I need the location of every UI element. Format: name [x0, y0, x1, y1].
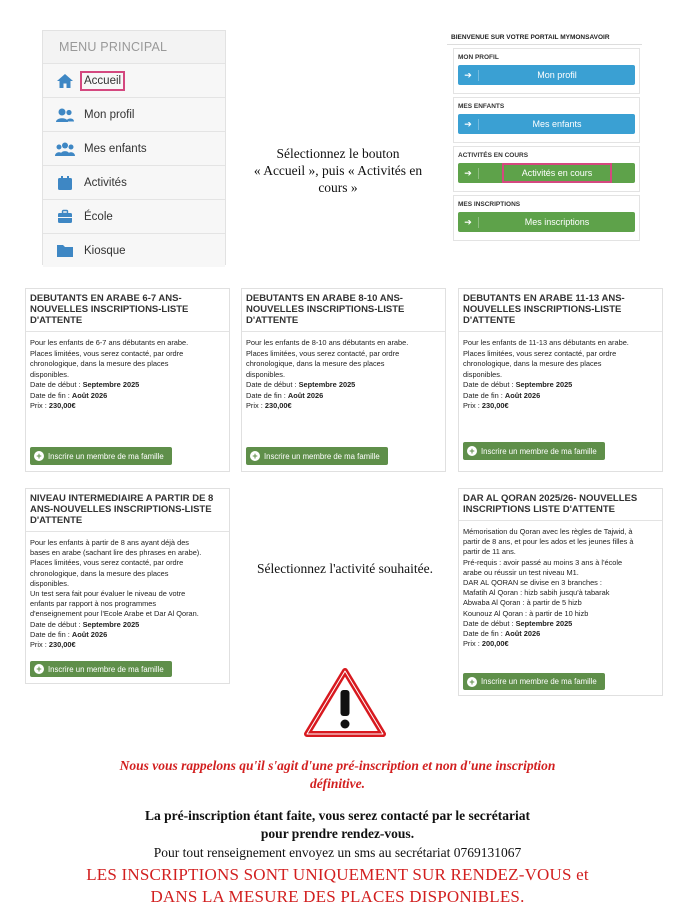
card-body	[459, 332, 662, 412]
activity-card-6-7	[25, 288, 230, 472]
label: Prix :	[30, 401, 49, 410]
plus-circle-icon: +	[463, 673, 481, 690]
label: Date de fin :	[246, 390, 288, 400]
card-body	[26, 332, 229, 412]
card-body	[459, 521, 662, 649]
card-end-date	[246, 391, 441, 402]
user-icon	[55, 107, 75, 123]
card-desc-line: Places limitées, vous serez contacté, par ordre	[30, 558, 184, 568]
value: Août 2026	[504, 390, 541, 400]
card-desc-line: Places limitées, vous serez contacté, par ordre	[463, 348, 617, 358]
activity-card-intermediaire	[25, 488, 230, 684]
card-start-date	[463, 380, 658, 391]
menu-title: MENU PRINCIPAL	[59, 40, 168, 54]
card-start-date	[463, 619, 658, 629]
card-desc-line: chronologique, dans la mesure des places	[246, 359, 385, 368]
mes-enfants-button[interactable]	[458, 114, 635, 134]
label: Date de début :	[30, 619, 83, 629]
label: Date de fin :	[463, 390, 505, 400]
card-desc-line: Pour les enfants de 6-7 ans débutants en arabe.	[30, 338, 189, 347]
button-label: Mes enfants	[532, 119, 582, 129]
card-desc-line: Un test sera fait pour évaluer le niveau de votre	[30, 589, 186, 599]
label: Date de début :	[246, 380, 299, 389]
activity-card-8-10	[241, 288, 446, 472]
pre-inscription-warning	[20, 757, 655, 793]
menu-item-label: Accueil	[84, 74, 122, 87]
card-desc-line: chronologique, dans la mesure des places	[463, 359, 602, 368]
card-body	[242, 332, 445, 412]
section-mes-inscriptions	[453, 195, 640, 241]
card-end-date	[30, 630, 225, 640]
card-desc-line: d'enseignement pour l'Ecole Arabe et Dar Al Qoran.	[30, 609, 199, 619]
card-end-date	[30, 391, 225, 402]
section-mes-enfants	[453, 97, 640, 143]
value: 200,00€	[481, 639, 509, 649]
button-label: Inscrire un membre de ma famille	[481, 677, 597, 686]
instruction-line: Sélectionnez le bouton	[276, 146, 400, 161]
value: 230,00€	[48, 401, 76, 410]
button-label: Inscrire un membre de ma famille	[481, 446, 597, 456]
card-title: DEBUTANTS EN ARABE 8-10 ANS-NOUVELLES INSCRIPTIONS-LISTE D'ATTENTE	[242, 289, 445, 332]
value: Août 2026	[71, 390, 108, 400]
value: 230,00€	[264, 401, 292, 410]
warning-icon	[304, 668, 386, 738]
menu-item-activites[interactable]	[43, 165, 225, 199]
instruction-line: cours »	[318, 180, 358, 195]
card-desc-line: Mafatih Al Qoran : hizb sabih jusqu'à tabarak	[463, 588, 610, 598]
contact-line: La pré-inscription étant faite, vous serez contacté par le secrétariat	[145, 808, 530, 823]
value: 230,00€	[48, 640, 76, 650]
menu-item-label: Mes enfants	[84, 142, 147, 155]
menu-item-ecole[interactable]	[43, 199, 225, 233]
button-label: Mon profil	[537, 70, 577, 80]
portal-panel	[447, 30, 642, 265]
final-line: DANS LA MESURE DES PLACES DISPONIBLES.	[150, 887, 525, 906]
home-icon	[55, 73, 75, 89]
menu-item-label: Kiosque	[84, 244, 126, 257]
arrow-right-icon: ➔	[458, 70, 479, 81]
menu-item-label: École	[84, 210, 113, 223]
card-title: NIVEAU INTERMEDIAIRE A PARTIR DE 8 ANS-NOUVELLES INSCRIPTIONS-LISTE D'ATTENTE	[26, 489, 229, 532]
card-desc-line: disponibles.	[30, 369, 70, 379]
card-desc-line: Pour les enfants à partir de 8 ans ayant déjà des	[30, 538, 189, 547]
register-family-member-button[interactable]	[30, 661, 172, 677]
register-family-member-button[interactable]	[30, 447, 172, 465]
card-desc-line: disponibles.	[463, 369, 503, 379]
button-label: Inscrire un membre de ma famille	[48, 451, 164, 461]
value: Septembre 2025	[515, 618, 573, 628]
value: Septembre 2025	[82, 619, 140, 629]
label: Date de fin :	[463, 629, 505, 639]
plus-circle-icon: +	[463, 442, 481, 460]
button-label: Inscrire un membre de ma famille	[264, 451, 380, 461]
instruction-text-1	[238, 145, 438, 196]
label: Date de début :	[30, 380, 83, 389]
section-title: MES ENFANTS	[458, 103, 505, 110]
menu-item-mes-enfants[interactable]	[43, 131, 225, 165]
card-price	[30, 640, 225, 650]
card-title: DEBUTANTS EN ARABE 11-13 ANS-NOUVELLES INSCRIPTIONS-LISTE D'ATTENTE	[459, 289, 662, 332]
card-desc-line: partir de 11 ans.	[463, 547, 516, 557]
card-desc-line: bases en arabe (sachant lire des phrases en arabe).	[30, 548, 202, 558]
card-desc-line: Places limitées, vous serez contacté, par ordre	[246, 348, 400, 358]
button-label: Inscrire un membre de ma famille	[48, 664, 164, 674]
activity-card-11-13	[458, 288, 663, 472]
card-start-date	[246, 380, 441, 391]
card-desc-line: disponibles.	[246, 369, 286, 379]
menu-item-label: Mon profil	[84, 108, 135, 121]
label: Prix :	[30, 640, 49, 650]
button-label: Mes inscriptions	[524, 217, 590, 227]
value: Août 2026	[71, 629, 108, 639]
arrow-right-icon: ➔	[458, 168, 479, 179]
instruction-line: « Accueil », puis « Activités en	[253, 163, 423, 178]
menu-item-kiosque[interactable]	[43, 233, 225, 267]
card-desc-line: chronologique, dans la mesure des places	[30, 359, 169, 368]
card-desc-line: enfants par rapport à nos programmes	[30, 599, 157, 609]
section-title: ACTIVITÉS EN COURS	[458, 152, 529, 159]
card-end-date	[463, 391, 658, 402]
mes-inscriptions-button[interactable]	[458, 212, 635, 232]
section-title: MES INSCRIPTIONS	[458, 201, 521, 208]
menu-item-label: Activités	[84, 176, 127, 189]
section-mon-profil	[453, 48, 640, 94]
plus-circle-icon: +	[30, 447, 48, 465]
card-desc-line: chronologique, dans la mesure des places	[30, 568, 169, 578]
card-desc-line: Kounouz Al Qoran : à partir de 10 hizb	[463, 608, 589, 618]
section-title: MON PROFIL	[458, 54, 499, 61]
plus-circle-icon: +	[30, 661, 48, 677]
card-body	[26, 532, 229, 650]
instruction-text-2: Sélectionnez l'activité souhaitée.	[257, 561, 433, 576]
card-desc-line: Pour les enfants de 11-13 ans débutants en arabe.	[463, 338, 629, 347]
contact-line: pour prendre rendez-vous.	[260, 826, 415, 841]
card-start-date	[30, 380, 225, 391]
folder-icon	[55, 243, 75, 259]
card-desc-line: Pour les enfants de 8-10 ans débutants en arabe.	[246, 338, 409, 347]
register-family-member-button[interactable]	[463, 442, 605, 460]
briefcase-icon	[55, 209, 75, 225]
users-icon	[55, 141, 75, 157]
label: Date de début :	[463, 380, 516, 389]
section-activites-en-cours	[453, 146, 640, 192]
card-price	[30, 401, 225, 412]
value: Août 2026	[504, 629, 541, 639]
card-desc-line: disponibles.	[30, 578, 70, 588]
portal-title: BIENVENUE SUR VOTRE PORTAIL MYMONSAVOIR	[447, 30, 642, 45]
sms-info: Pour tout renseignement envoyez un sms au secrétariat 0769131067	[153, 845, 522, 860]
menu-item-accueil[interactable]	[43, 63, 225, 97]
card-desc-line: arabe ou réussir un test niveau M1.	[463, 567, 579, 577]
plus-circle-icon: +	[246, 447, 264, 465]
card-price	[246, 401, 441, 412]
card-desc-line: Pré-requis : avoir passé au moins 3 ans à l'école	[463, 557, 623, 567]
warning-line: Nous vous rappelons qu'il s'agit d'une pré-inscription et non d'une inscription	[119, 758, 556, 773]
card-desc-line: Abwaba Al Qoran : à partir de 5 hizb	[463, 598, 582, 608]
warning-line: définitive.	[309, 776, 366, 791]
card-desc-line: Places limitées, vous serez contacté, par ordre	[30, 348, 184, 358]
card-desc-line: DAR AL QORAN se divise en 3 branches :	[463, 578, 602, 588]
card-desc-line: partir de 8 ans, et pour les ados et les jeunes filles à	[463, 537, 634, 547]
button-label-wrap	[479, 165, 635, 181]
card-desc-line: Mémorisation du Qoran avec les règles de Tajwid, à	[463, 527, 633, 536]
value: Septembre 2025	[298, 380, 356, 389]
value: 230,00€	[481, 401, 509, 410]
card-title: DAR AL QORAN 2025/26- NOUVELLES INSCRIPTIONS LISTE D'ATTENTE	[459, 489, 662, 521]
label: Prix :	[463, 401, 482, 410]
menu-item-mon-profil[interactable]	[43, 97, 225, 131]
label: Prix :	[246, 401, 265, 410]
value: Septembre 2025	[82, 380, 140, 389]
card-end-date	[463, 629, 658, 639]
arrow-right-icon: ➔	[458, 119, 479, 130]
value: Août 2026	[287, 390, 324, 400]
calendar-icon	[55, 175, 75, 191]
card-price	[463, 401, 658, 412]
label: Prix :	[463, 639, 482, 649]
label: Date de fin :	[30, 390, 72, 400]
activity-card-dar-al-qoran	[458, 488, 663, 696]
button-label: Activités en cours	[504, 165, 611, 181]
card-start-date	[30, 620, 225, 630]
card-title: DEBUTANTS EN ARABE 6-7 ANS-NOUVELLES INSCRIPTIONS-LISTE D'ATTENTE	[26, 289, 229, 332]
mon-profil-button[interactable]	[458, 65, 635, 85]
main-menu	[42, 30, 226, 265]
label: Date de fin :	[30, 629, 72, 639]
contact-note	[20, 807, 655, 843]
register-family-member-button[interactable]	[463, 673, 605, 690]
register-family-member-button[interactable]	[246, 447, 388, 465]
arrow-right-icon: ➔	[458, 217, 479, 228]
activites-en-cours-button[interactable]	[458, 163, 635, 183]
label: Date de début :	[463, 618, 516, 628]
final-line: LES INSCRIPTIONS SONT UNIQUEMENT SUR RENDEZ-VOUS et	[86, 865, 589, 884]
final-notice	[10, 864, 665, 908]
card-price	[463, 639, 658, 649]
value: Septembre 2025	[515, 380, 573, 389]
